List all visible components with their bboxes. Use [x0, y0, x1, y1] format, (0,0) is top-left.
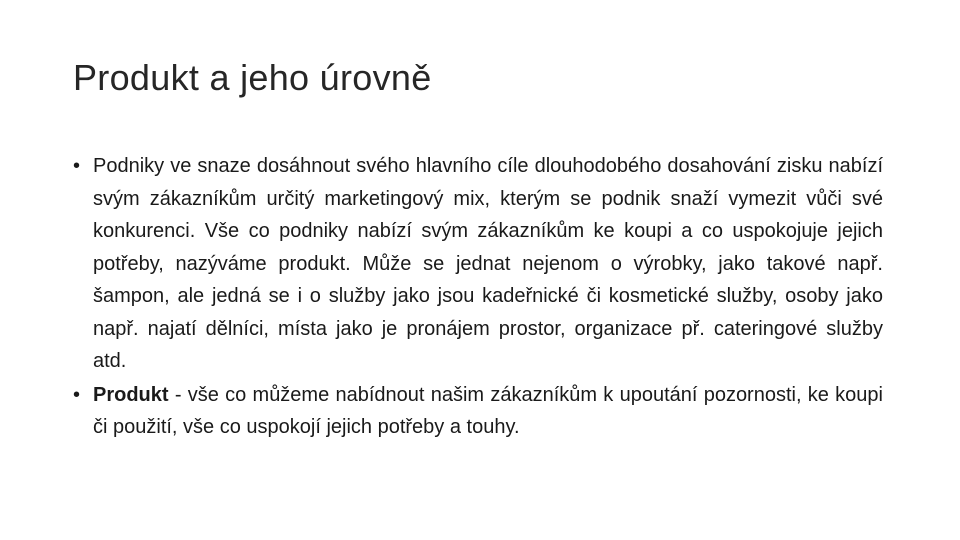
bullet-text: - vše co můžeme nabídnout našim zákazníkům k upoutání pozornosti, ke koupi či použití, vše co uspokojí jejich potřeby a touhy.: [93, 383, 883, 438]
bullet-item: [73, 379, 883, 444]
bullet-lead-term: Produkt: [93, 383, 169, 406]
bullet-list: [73, 150, 883, 444]
bullet-item: [73, 150, 883, 378]
bullet-marker: •: [73, 383, 81, 406]
bullet-text: Podniky ve snaze dosáhnout svého hlavního cíle dlouhodobého dosahování zisku nabízí svým zákazníkům určitý marketingový mix, kterým se podnik snaží vymezit vůči své konkurenci. Vše co podniky nabízí svým zákazníkům ke koupi a co uspokojuje jejich potřeby, nazýváme produkt. Může se jednat nejenom o výrobky, jako takové např. šampon, ale jedná se i o služby jako jsou kadeřnické či kosmetické služby, osoby jako např. najatí dělníci, místa jako je pronájem prostor, organizace př. cateringové služby atd.: [93, 155, 883, 372]
bullet-marker: •: [73, 155, 81, 177]
slide-content: [73, 150, 883, 445]
slide-title: Produkt a jeho úrovně: [73, 57, 432, 98]
